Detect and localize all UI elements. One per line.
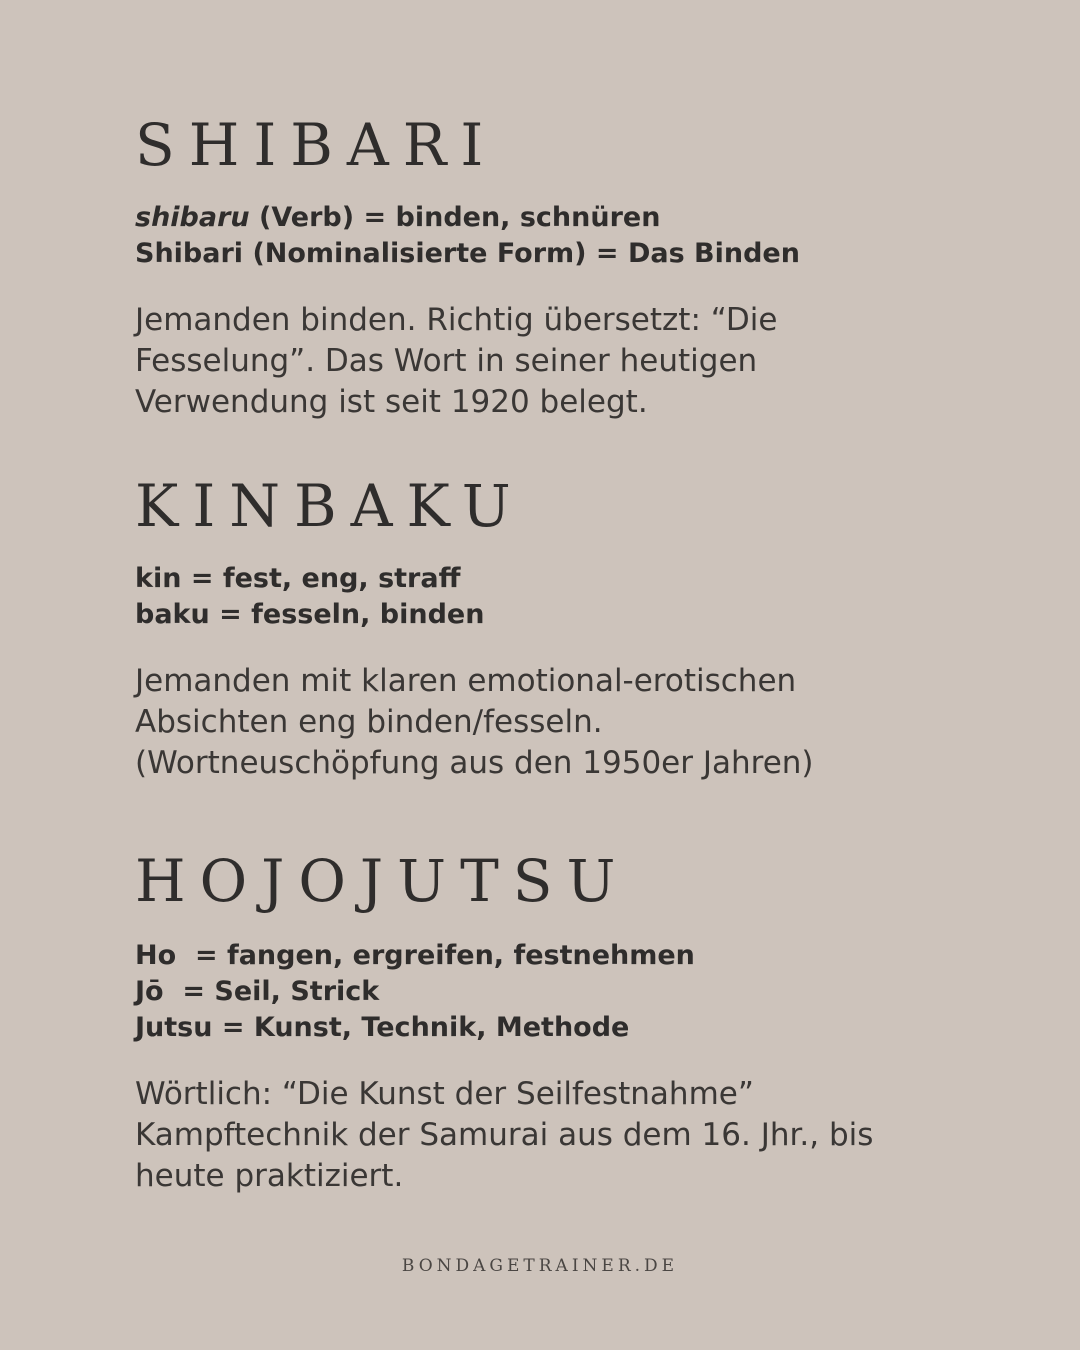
definition-text: Shibari (Nominalisierte Form) = Das Binden: [135, 238, 800, 269]
definition-list: [135, 938, 955, 1046]
description: [135, 300, 955, 423]
definition-line: [135, 597, 955, 633]
definition-list: [135, 200, 955, 272]
definition-text: (Verb) = binden, schnüren: [249, 202, 661, 233]
term-heading: HOJOJUTSU: [135, 847, 630, 915]
section-hojojutsu: [135, 846, 955, 1197]
definition-text: Jutsu = Kunst, Technik, Methode: [135, 1012, 630, 1043]
definition-list: [135, 561, 955, 633]
description: [135, 1074, 955, 1197]
definition-line: [135, 938, 955, 974]
definition-line: [135, 1010, 955, 1046]
definition-line: [135, 236, 955, 272]
definition-text: kin = fest, eng, straff: [135, 563, 461, 594]
description-line: Absichten eng binden/fesseln.: [135, 704, 603, 740]
section-kinbaku: [135, 471, 955, 784]
description-line: Jemanden binden. Richtig übersetzt: “Die: [135, 302, 778, 338]
definition-line: [135, 561, 955, 597]
footer-website: BONDAGETRAINER.DE: [401, 1256, 679, 1276]
description-line: (Wortneuschöpfung aus den 1950er Jahren): [135, 745, 814, 781]
description-line: Fesselung”. Das Wort in seiner heutigen: [135, 343, 758, 379]
description-line: Kampftechnik der Samurai aus dem 16. Jhr., bis: [135, 1117, 874, 1153]
term-heading: KINBAKU: [135, 472, 525, 540]
description: [135, 661, 955, 784]
definition-line: [135, 200, 955, 236]
description-line: Jemanden mit klaren emotional-erotischen: [135, 663, 797, 699]
definition-text: baku = fesseln, binden: [135, 599, 485, 630]
definition-line: [135, 974, 955, 1010]
definition-italic-word: shibaru: [135, 202, 250, 233]
definition-text: Jō = Seil, Strick: [135, 976, 380, 1007]
definition-text: Ho = fangen, ergreifen, festnehmen: [135, 940, 695, 971]
term-heading: SHIBARI: [135, 111, 498, 179]
section-shibari: [135, 110, 955, 423]
description-line: Verwendung ist seit 1920 belegt.: [135, 384, 648, 420]
description-line: heute praktiziert.: [135, 1158, 404, 1194]
description-line: Wörtlich: “Die Kunst der Seilfestnahme”: [135, 1076, 754, 1112]
